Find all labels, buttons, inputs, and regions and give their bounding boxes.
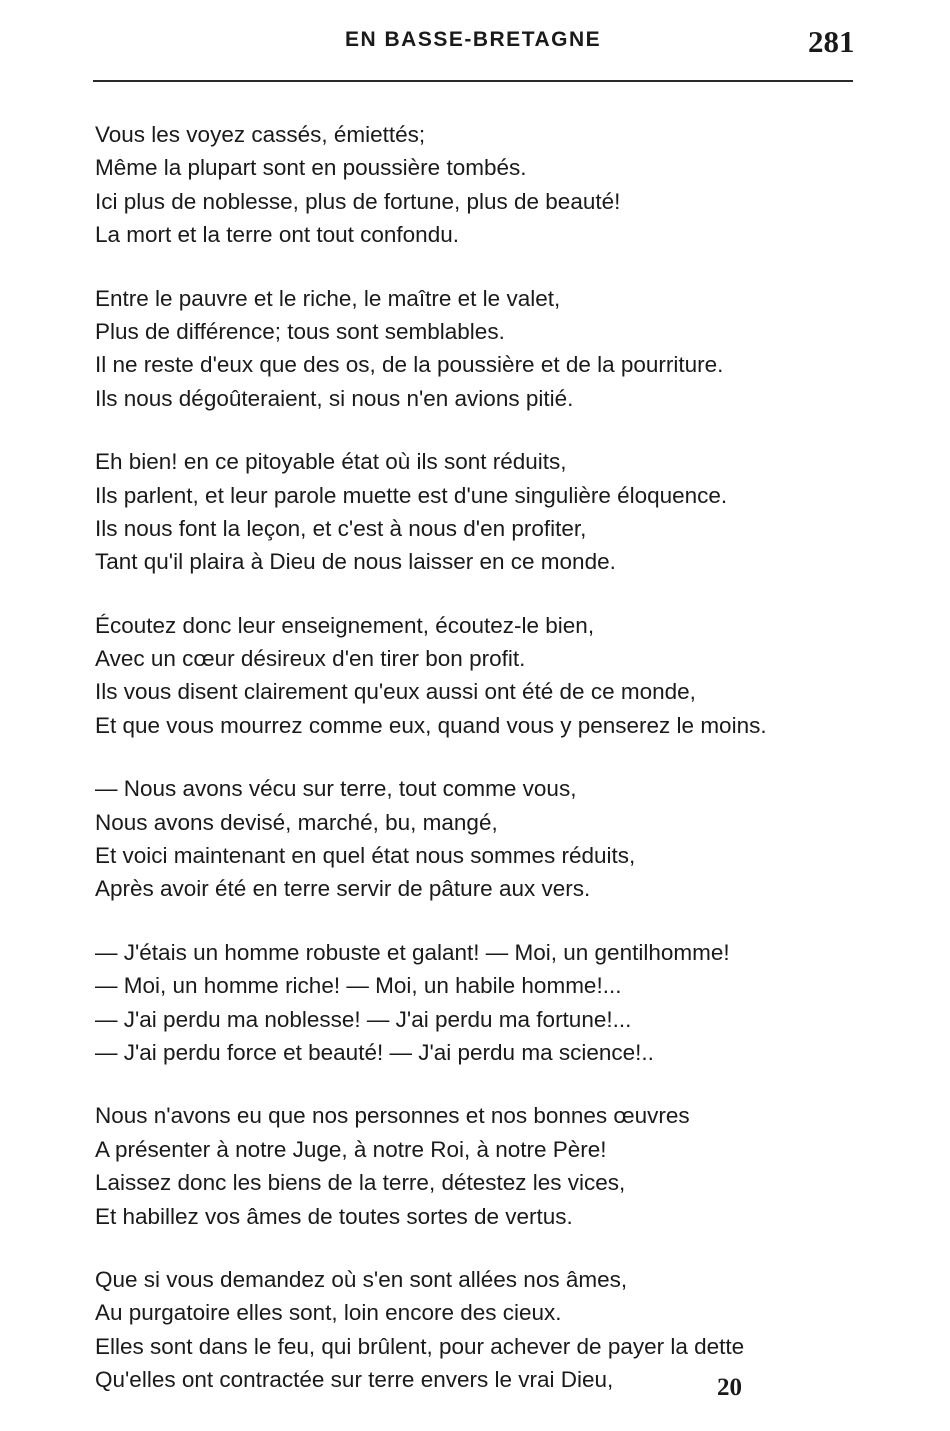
- stanza: [95, 609, 895, 743]
- verse-line: Ici plus de noblesse, plus de fortune, plus de beauté!: [95, 188, 621, 214]
- verse-line: Eh bien! en ce pitoyable état où ils sont réduits,: [95, 449, 567, 475]
- verse-line: Laissez donc les biens de la terre, détestez les vices,: [95, 1170, 626, 1196]
- verse-line: — J'étais un homme robuste et galant! — Moi, un gentilhomme!: [95, 939, 730, 965]
- verse-line: La mort et la terre ont tout confondu.: [95, 222, 459, 248]
- verse-line: Plus de différence; tous sont semblables.: [95, 318, 505, 344]
- page-number: 281: [808, 24, 855, 59]
- verse-line: Tant qu'il plaira à Dieu de nous laisser en ce monde.: [95, 549, 616, 575]
- verse-line: Qu'elles ont contractée sur terre envers le vrai Dieu,: [95, 1367, 614, 1393]
- stanza: [95, 282, 895, 416]
- verse-line: Entre le pauvre et le riche, le maître et le valet,: [95, 285, 561, 311]
- verse-line: Vous les voyez cassés, émiettés;: [95, 122, 426, 147]
- stanza: [95, 936, 895, 1070]
- verse-line: Même la plupart sont en poussière tombés.: [95, 155, 527, 181]
- verse-line: Et habillez vos âmes de toutes sortes de vertus.: [95, 1203, 573, 1229]
- verse-line: Avec un cœur désireux d'en tirer bon profit.: [95, 646, 526, 672]
- verse-line: Ils nous font la leçon, et c'est à nous d'en profiter,: [95, 515, 587, 541]
- stanza: [95, 118, 895, 252]
- verse-line: Nous avons devisé, marché, bu, mangé,: [95, 809, 498, 835]
- verse-line: Il ne reste d'eux que des os, de la poussière et de la pourriture.: [95, 352, 724, 378]
- running-title: EN BASSE-BRETAGNE: [345, 28, 602, 51]
- verse-line: Elles sont dans le feu, qui brûlent, pour achever de payer la dette: [95, 1333, 745, 1359]
- verse-line: — J'ai perdu force et beauté! — J'ai perdu ma science!..: [95, 1039, 654, 1065]
- verse-line: Ils vous disent clairement qu'eux aussi ont été de ce monde,: [95, 679, 696, 705]
- verse-line: Après avoir été en terre servir de pâture aux vers.: [95, 876, 591, 902]
- header-rule: [93, 80, 853, 82]
- verse-line: A présenter à notre Juge, à notre Roi, à notre Père!: [95, 1136, 607, 1162]
- verse-line: Et que vous mourrez comme eux, quand vous y penserez le moins.: [95, 712, 767, 738]
- verse-line: Ils parlent, et leur parole muette est d'une singulière éloquence.: [95, 482, 728, 508]
- stanza: [95, 1099, 895, 1233]
- verse-line: Ils nous dégoûteraient, si nous n'en avions pitié.: [95, 385, 574, 411]
- signature-mark: 20: [717, 1374, 742, 1401]
- verse-line: — J'ai perdu ma noblesse! — J'ai perdu ma fortune!...: [95, 1006, 632, 1032]
- poem-body: [95, 118, 895, 1427]
- verse-line: Écoutez donc leur enseignement, écoutez-le bien,: [95, 612, 595, 638]
- verse-line: Que si vous demandez où s'en sont allées nos âmes,: [95, 1266, 628, 1292]
- stanza: [95, 772, 895, 906]
- verse-line: — Nous avons vécu sur terre, tout comme vous,: [95, 776, 577, 802]
- stanza: [95, 445, 895, 579]
- verse-line: — Moi, un homme riche! — Moi, un habile homme!...: [95, 973, 622, 999]
- verse-line: Nous n'avons eu que nos personnes et nos bonnes œuvres: [95, 1103, 690, 1129]
- verse-line: Et voici maintenant en quel état nous sommes réduits,: [95, 843, 636, 869]
- verse-line: Au purgatoire elles sont, loin encore des cieux.: [95, 1300, 562, 1326]
- stanza: [95, 1263, 895, 1397]
